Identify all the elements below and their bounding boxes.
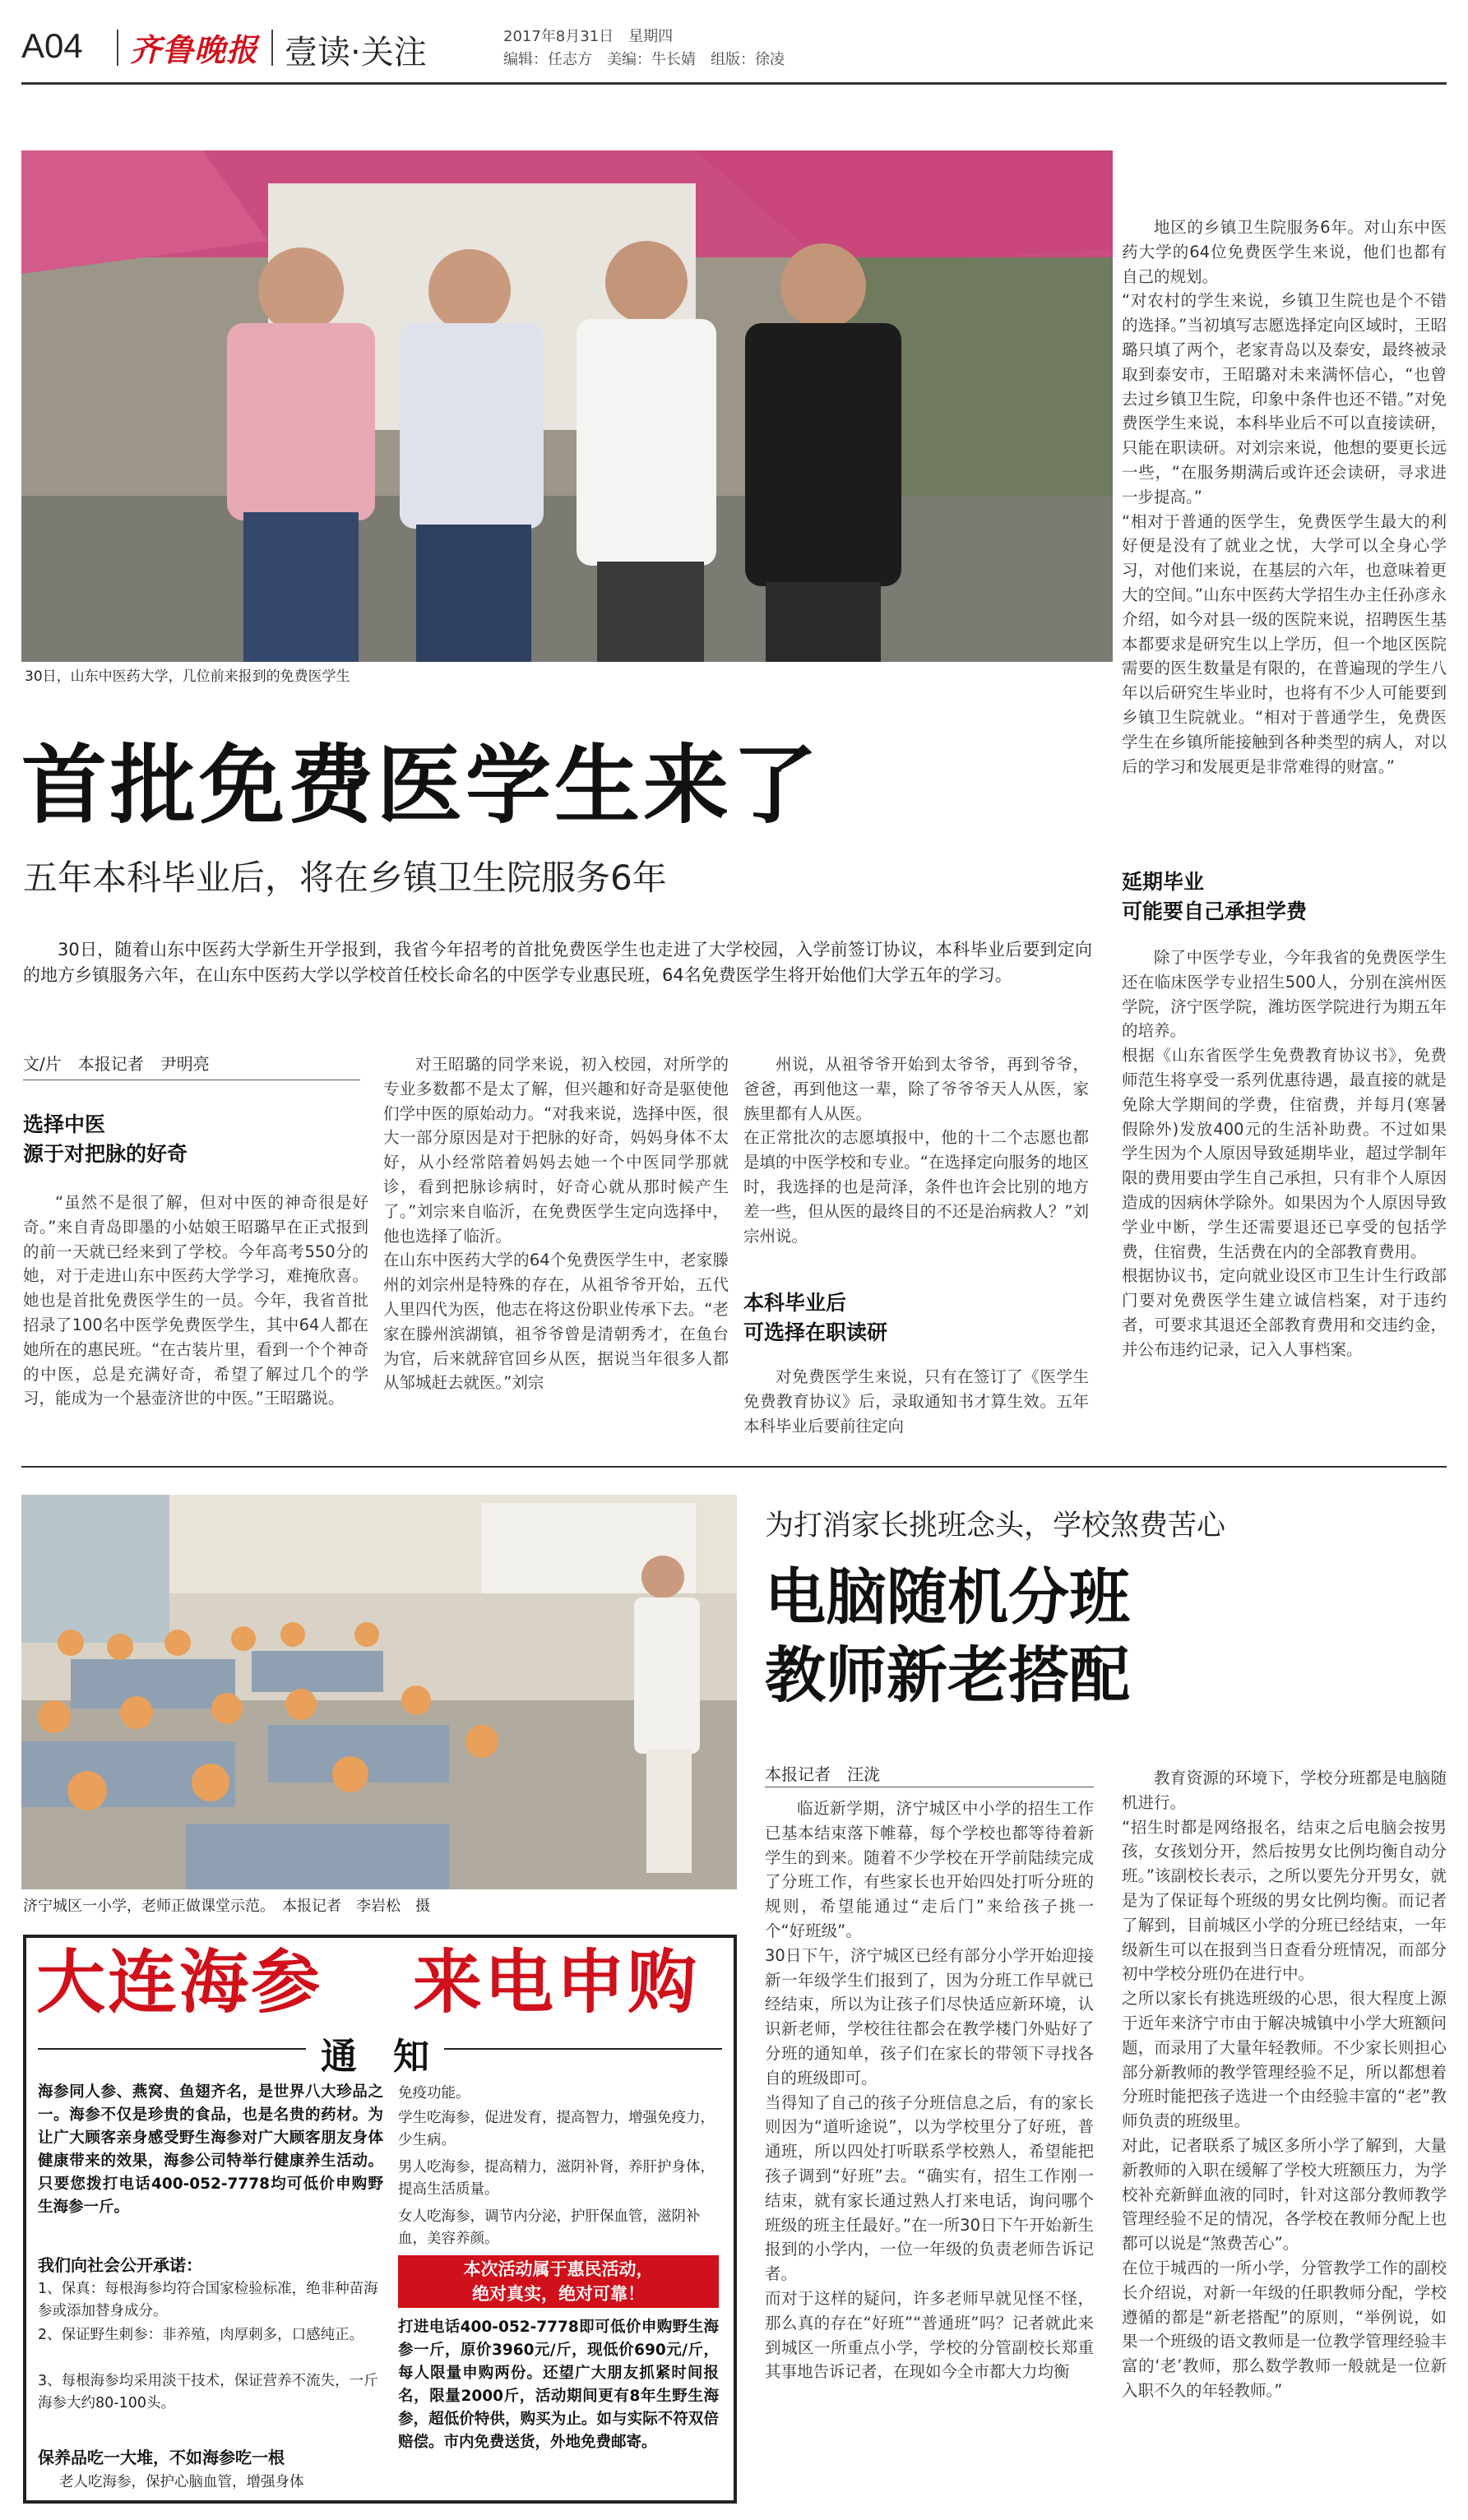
- paragraph: 地区的乡镇卫生院服务6年。对山东中医药大学的64位免费医学生来说，他们也都有自己的规划。 “对农村的学生来说，乡镇卫生院也是个不错的选择。”当初填写志愿选择定向区域时，王昭璐只填了两个，老家青岛以及泰安，最终被录取到泰安市，王昭璐对未来满怀信心，“也曾去过乡镇卫生院，印象中条件也还不错。”对免费医学生来说，本科毕业后不可以直接读研，只能在职读研。对刘宗来说，他想的要更长远一些，“在服务期满后或许还会读研，寻求进一步提高。” “相对于普通的医学生，免费医学生最大的利好便是没有了就业之忧，大学可以全身心学习，对他们来说，在基层的六年，也意味着更大的空间。”山东中医药大学招生办主任孙彦永介绍，如今对县一级的医院来说，招聘医生基本都要求是研究生以上学历，但一个地区医院需要的医生数量是有限的，在普遍现的学生八年以后研究生毕业时，也将有不少人可能要到乡镇卫生院就业。“相对于普通学生，免费医学生在乡镇所能接触到各种类型的病人，对以后的学习和发展更是非常难得的财富。”: [1122, 218, 1447, 776]
- ad-body-1: 海参同人参、燕窝、鱼翅齐名，是世界八大珍品之一。海参不仅是珍贵的食品，也是名贵的药材。为让广大顾客亲身感受野生海参对广大顾客朋友身体健康带来的效果，海参公司特举行健康养生活动。只要您拨打电话400-052-7778均可低价申购野生海参一斤。: [38, 2083, 383, 2216]
- article2-title-1: 电脑随机分班: [765, 1562, 1130, 1633]
- ad-footer-text: 老人吃海参，保护心脑血管，增强身体: [59, 2474, 304, 2490]
- ad-promise-2: 2、保证野生刺参：非养殖，肉厚刺多，口感纯正。: [38, 2327, 364, 2343]
- ad-red-banner: [398, 2255, 719, 2308]
- article1-subhead-2: [743, 1288, 887, 1348]
- article1-title: 首批免费医学生来了: [21, 735, 822, 835]
- ad-promise-1: 1、保真：每根海参均符合国家检验标准，绝非种苗海参或添加替身成分。: [38, 2281, 378, 2319]
- ad-benefit-line: 免疫功能。: [398, 2085, 470, 2102]
- paragraph: 临近新学期，济宁城区中小学的招生工作已基本结束落下帷幕，每个学校也都等待着新学生的到来。随着不少学校在开学前陆续完成了分班工作，有些家长也开始四处打听分班的规则，希望能通过“走后门”来给孩子挑一个“好班级”。 30日下午，济宁城区已经有部分小学开始迎接新一年级学生们报到了，因为分班工作早就已经结束，所以为让孩子们尽快适应新环境，认识新老师，学校往往都会在教学楼门外贴好了分班的通知单，孩子们在家长的带领下寻找各自的班级即可。 当得知了自己的孩子分班信息之后，有的家长则因为“道听途说”，以为学校里分了好班，普通班，所以四处打听联系学校熟人，希望能把孩子调到“好班”去。“确实有，招生工作刚一结束，就有家长通过熟人打来电话，询问哪个班级的班主任最好。”在一所30日下午开始新生报到的小学内，一位一年级的负责老师告诉记者。 而对于这样的疑问，许多老师早就见怪不怪，那么真的存在“好班”“普通班”吗？记者就此来到城区一所重点小学，学校的分管副校长郑重其事地告诉记者，在现如今全市都大力均衡: [765, 1799, 1094, 2382]
- article1-subhead-3: [1122, 867, 1307, 927]
- subhead-line: 可选择在职读研: [743, 1320, 888, 1344]
- article1-col3b: [743, 1365, 1089, 1436]
- subhead-line: 选择中医: [23, 1112, 106, 1136]
- paragraph: 州说，从祖爷爷开始到太爷爷，再到爷爷，爸爸，再到他这一辈，除了爷爷爷天人从医，家族里都有人从医。 在正常批次的志愿填报中，他的十二个志愿也都是填的中医学校和专业。“在选择定向服务的地区时，我选择的也是菏泽，条件也许会比别的地方差一些，但从医的最终目的不还是治病救人？”刘宗州说。: [743, 1055, 1089, 1246]
- article1-col4a: [1122, 215, 1447, 853]
- article1-col4b: [1122, 946, 1447, 1422]
- article2-col1: [765, 1796, 1094, 2495]
- article1-col1: [23, 1191, 368, 1413]
- top-photo-caption: 30日，山东中医药大学，几位前来报到的免费医学生: [25, 668, 350, 685]
- paragraph: “虽然不是很了解，但对中医的神奇很是好奇。”来自青岛即墨的小姑娘王昭璐早在正式报到的前一天就已经来到了学校。今年高考550分的她，对于走进山东中医药大学学习，难掩欣喜。她也是首批免费医学生的一员。今年，我省首批招录了100名中医学免费医学生，其中64人都在她所在的惠民班。“在古装片里，看到一个个神奇的中医，总是充满好奇，希望了解过几个的学习，能成为一个悬壶济世的中医。”王昭璐说。: [23, 1193, 368, 1408]
- ad-footer-title: 保养品吃一大堆，不如海参吃一根: [38, 2448, 285, 2467]
- ad-benefit-line: 学生吃海参，促进发育，提高智力，增强免疫力，少生病。: [398, 2110, 715, 2148]
- banner-line: 绝对真实，绝对可靠！: [472, 2284, 645, 2304]
- top-photo: [21, 150, 1113, 662]
- ad-headline-2: 来电申购: [413, 1942, 700, 2023]
- article2-kicker: 为打消家长挑班念头，学校煞费苦心: [765, 1510, 1226, 1542]
- masthead-divider: [117, 30, 118, 66]
- paragraph: 对免费医学生来说，只有在签订了《医学生免费教育协议》后，录取通知书才算生效。五年本科毕业后要前往定向: [743, 1367, 1089, 1436]
- masthead-rule: [21, 82, 1447, 85]
- article1-subhead-1: [23, 1110, 188, 1169]
- article1-col3a: [743, 1052, 1089, 1283]
- class-photo: [21, 1495, 737, 1889]
- masthead: [0, 0, 1468, 78]
- article1-lead: 30日，随着山东中医药大学新生开学报到，我省今年招考的首批免费医学生也走进了大学校园，入学前签订协议，本科毕业后要到定向的地方乡镇服务六年，在山东中医药大学以学校首任校长命名的中医学专业惠民班，64名免费医学生将开始他们大学五年的学习。: [23, 940, 1092, 985]
- paragraph: 对王昭璐的同学来说，初入校园，对所学的专业多数都不是太了解，但兴趣和好奇是驱使他们学中医的原始动力。“对我来说，选择中医，很大一部分原因是对于把脉的好奇，妈妈身体不太好，从小经常陪着妈妈去她一个中医同学那就诊，看到把脉诊病时，好奇心就从那时候产生了。”刘宗来自临沂，在免费医学生定向选择中，他也选择了临沂。 在山东中医药大学的64个免费医学生中，老家滕州的刘宗州是特殊的存在，从祖爷爷开始，五代人里四代为医，他志在将这份职业传承下去。“老家在滕州滨湖镇，祖爷爷曾是清朝秀才，在鱼台为官，后来就辞官回乡从医，据说当年很多人都从邹城赶去就医。”刘宗: [383, 1055, 729, 1393]
- article2-col2: [1122, 1766, 1447, 2498]
- paper-logo: 齐鲁晚报: [130, 31, 259, 68]
- article2-title-2: 教师新老搭配: [765, 1640, 1130, 1711]
- section-divider: [21, 1466, 1447, 1468]
- subhead-line: 可能要自己承担学费: [1122, 899, 1308, 923]
- students-photo-illustration: [21, 150, 1113, 662]
- classroom-photo-illustration: [21, 1495, 737, 1889]
- ad-body-2: 打进电话400-052-7778即可低价申购野生海参一斤，原价3960元/斤，现低价690元/斤，每人限量申购两份。还望广大朋友抓紧时间报名，限量2000斤，活动期间更有8年生野生海参，超低价特供，购买为止。如与实际不符双倍赔偿。市内免费送货，外地免费邮寄。: [398, 2319, 719, 2451]
- paragraph: 教育资源的环境下，学校分班都是电脑随机进行。 “招生时都是网络报名，结束之后电脑会按男孩，女孩划分开，然后按男女比例均衡自动分班。”该副校长表示，之所以要先分开男女，就是为了保证每个班级的男女比例均衡。而记者了解到，目前城区小学的分班已经结束，一年级新生可以在报到当日查看分班情况，而部分初中学校分班仍在进行中。 之所以家长有挑选班级的心思，很大程度上源于近年来济宁市由于解决城镇中小学大班额问题，而录用了大量年轻教师。不少家长则担心部分新教师的教学管理经验不足，所以都想着分班时能把孩子选进一个由经验丰富的“老”教师负责的班级里。 对此，记者联系了城区多所小学了解到，大量新教师的入职在缓解了学校大班额压力，为学校补充新鲜血液的同时，针对这部分教师教学管理经验不足的情况，各学校在教师分配上也都可以说是“煞费苦心”。 在位于城西的一所小学，分管教学工作的副校长介绍说，对新一年级的任职教师分配，学校遵循的都是“新老搭配”的原则，“举例说，如果一个班级的语文教师是一位教学管理经验丰富的‘老’教师，那么数学教师一般就是一位新入职不久的年轻教师。”: [1122, 1769, 1447, 2400]
- ad-notice: 通 知: [306, 2027, 444, 2079]
- ad-box: [23, 1935, 737, 2504]
- paragraph: 除了中医学专业，今年我省的免费医学生还在临床医学专业招生500人，分别在滨州医学院，济宁医学院，潍坊医学院进行为期五年的培养。 根据《山东省医学生免费教育协议书》，免费师范生将享受一系列优惠待遇，最直接的就是免除大学期间的学费，住宿费，并每月(寒暑假除外)发放400元的生活补助费。不过如果学生因为个人原因导致延期毕业，超过学制年限的费用要由学生自己承担，只有非个人原因造成的因病休学除外。如果因为个人原因导致学业中断，学生还需要退还已享受的包括学费，住宿费，生活费在内的全部教育费用。 根据协议书，定向就业设区市卫生计生行政部门要对免费医学生建立诚信档案，对于违约者，可要求其退还全部教育费用和交违约金，并公布违约记录，记入人事档案。: [1122, 948, 1447, 1359]
- subhead-line: 延期毕业: [1122, 870, 1205, 894]
- ad-headline-1: 大连海参: [36, 1942, 323, 2023]
- article2-byline: 本报记者 汪泷: [765, 1764, 880, 1784]
- banner-line: 本次活动属于惠民活动，: [463, 2259, 654, 2279]
- class-photo-caption: 济宁城区一小学，老师正做课堂示范。 本报记者 李岩松 摄: [23, 1898, 430, 1915]
- ad-benefit-line: 男人吃海参，提高精力，滋阴补肾，养肝护身体，提高生活质量。: [398, 2159, 715, 2198]
- article1-col2: [383, 1052, 729, 1414]
- subhead-line: 源于对把脉的好奇: [23, 1142, 188, 1166]
- ad-promise-3: 3、每根海参均采用淡干技术，保证营养不流失，一斤海参大约80-100头。: [38, 2373, 378, 2411]
- editor-credits: 编辑：任志方 美编：牛长婧 组版：徐凌: [503, 51, 785, 68]
- ad-promise-title: 我们向社会公开承诺：: [38, 2255, 202, 2275]
- masthead-divider: [271, 30, 273, 66]
- section-name: 壹读·关注: [285, 34, 427, 72]
- article1-subtitle: 五年本科毕业后，将在乡镇卫生院服务6年: [23, 858, 667, 898]
- page-number: A04: [21, 26, 83, 65]
- issue-date: 2017年8月31日 星期四: [503, 28, 674, 45]
- subhead-line: 本科毕业后: [743, 1291, 847, 1315]
- ad-benefit-line: 女人吃海参，调节内分泌，护肝保血管，滋阴补血，美容养颜。: [398, 2208, 701, 2247]
- article1-byline: 文/片 本报记者 尹明亮: [23, 1054, 210, 1074]
